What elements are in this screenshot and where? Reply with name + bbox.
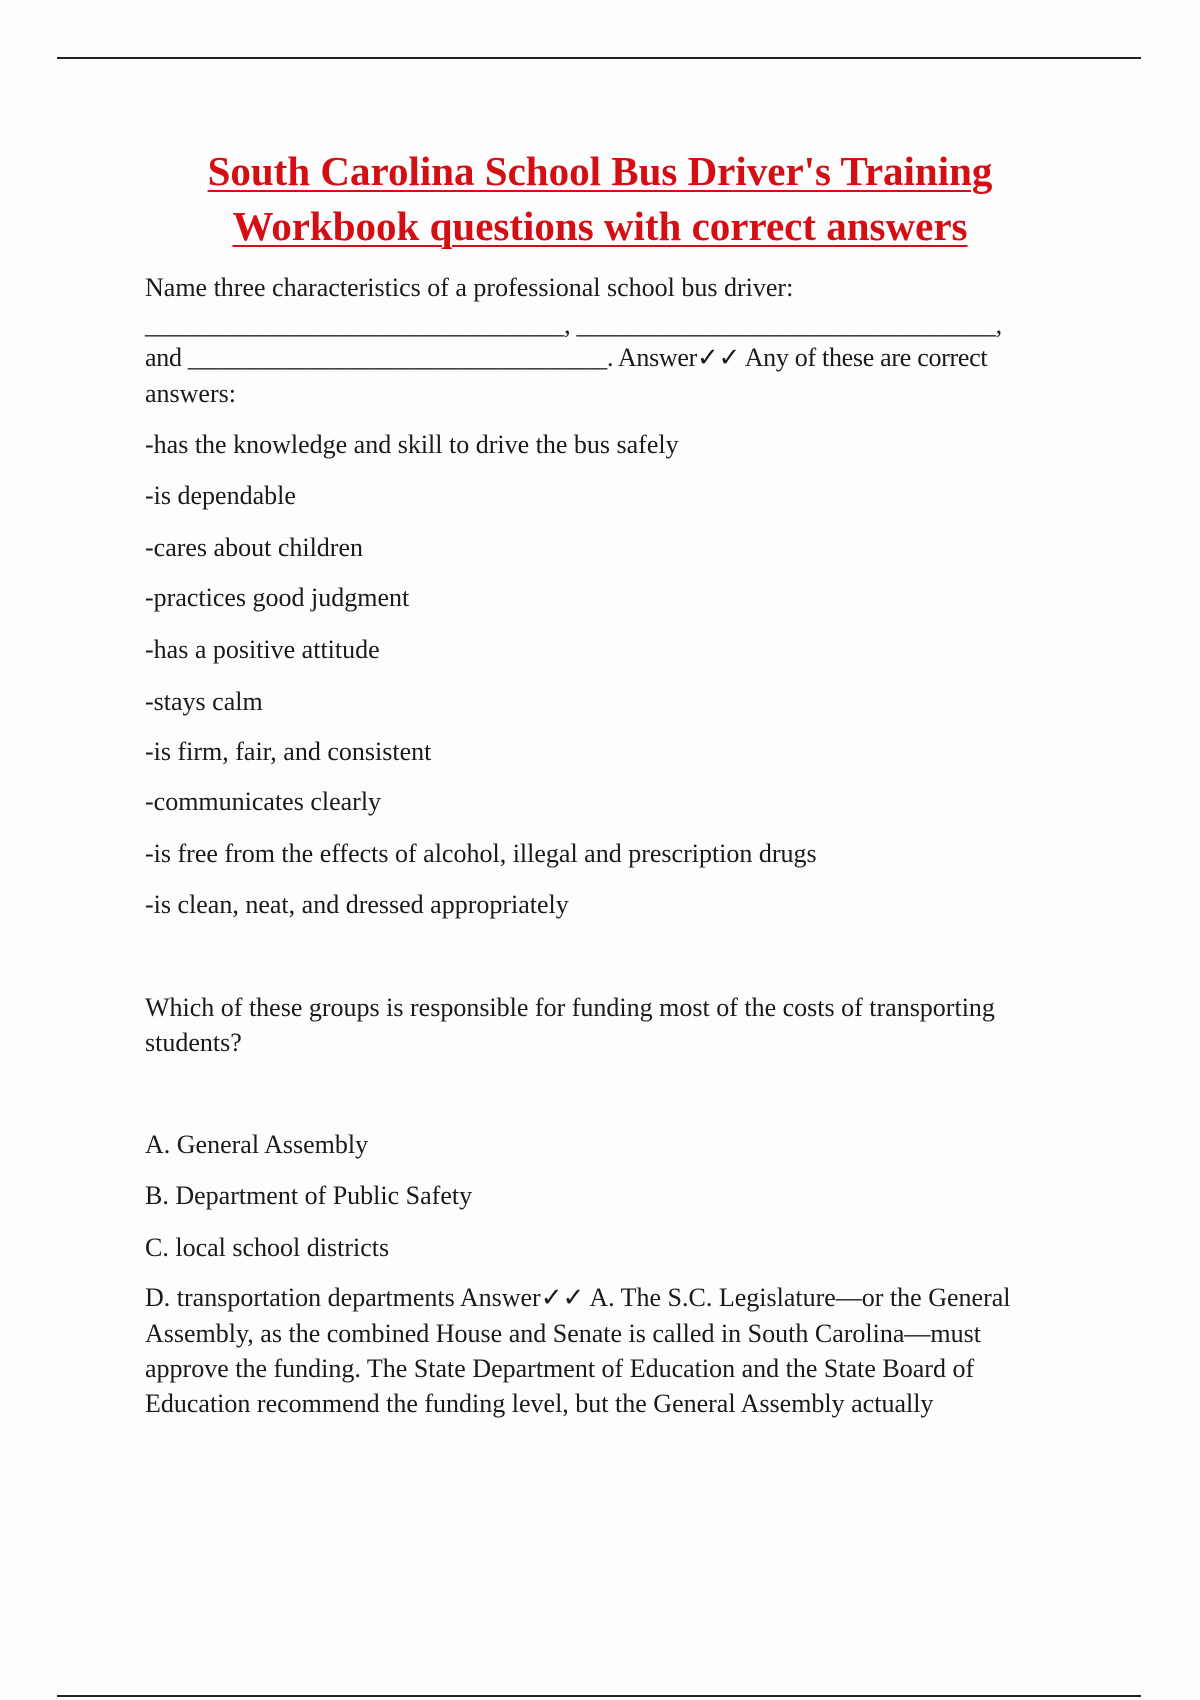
answer-line-4: Education recommend the funding level, but the General Assembly actually bbox=[145, 1389, 934, 1418]
document-title-line-2: Workbook questions with correct answers bbox=[232, 203, 968, 249]
q1-line-1: Name three characteristics of a professional school bus driver: bbox=[145, 273, 794, 302]
answer-line-3: approve the funding. The State Department of Education and the State Board of bbox=[145, 1354, 975, 1383]
answer-item: -is free from the effects of alcohol, illegal and prescription drugs bbox=[145, 839, 817, 868]
option-c: C. local school districts bbox=[145, 1233, 390, 1262]
option-d-answer-line-1: D. transportation departments Answer✓✓ A. The S.C. Legislature—or the General bbox=[145, 1283, 1011, 1312]
q1-line-3: and _________________________________. Answer✓✓ Any of these are correct bbox=[145, 343, 988, 372]
document-title-line-1: South Carolina School Bus Driver's Training bbox=[207, 148, 993, 194]
answer-item: -has the knowledge and skill to drive the bus safely bbox=[145, 430, 679, 459]
answer-line-2: Assembly, as the combined House and Senate is called in South Carolina—must bbox=[145, 1319, 981, 1348]
q1-line-2: _________________________________, _________________________________, bbox=[145, 310, 1002, 339]
option-b: B. Department of Public Safety bbox=[145, 1181, 473, 1210]
answer-item: -practices good judgment bbox=[145, 583, 410, 612]
answer-item: -is dependable bbox=[145, 481, 296, 510]
answer-item: -communicates clearly bbox=[145, 787, 382, 816]
q2-line-2: students? bbox=[145, 1028, 242, 1057]
q2-line-1: Which of these groups is responsible for funding most of the costs of transporting bbox=[145, 993, 995, 1022]
answer-item: -stays calm bbox=[145, 687, 263, 716]
bottom-rule bbox=[57, 1695, 1141, 1697]
top-rule bbox=[57, 57, 1141, 59]
answer-item: -has a positive attitude bbox=[145, 635, 380, 664]
answer-item: -is firm, fair, and consistent bbox=[145, 737, 432, 766]
q1-line-4: answers: bbox=[145, 379, 236, 408]
answer-item: -is clean, neat, and dressed appropriately bbox=[145, 890, 569, 919]
option-a: A. General Assembly bbox=[145, 1130, 369, 1159]
answer-item: -cares about children bbox=[145, 533, 364, 562]
